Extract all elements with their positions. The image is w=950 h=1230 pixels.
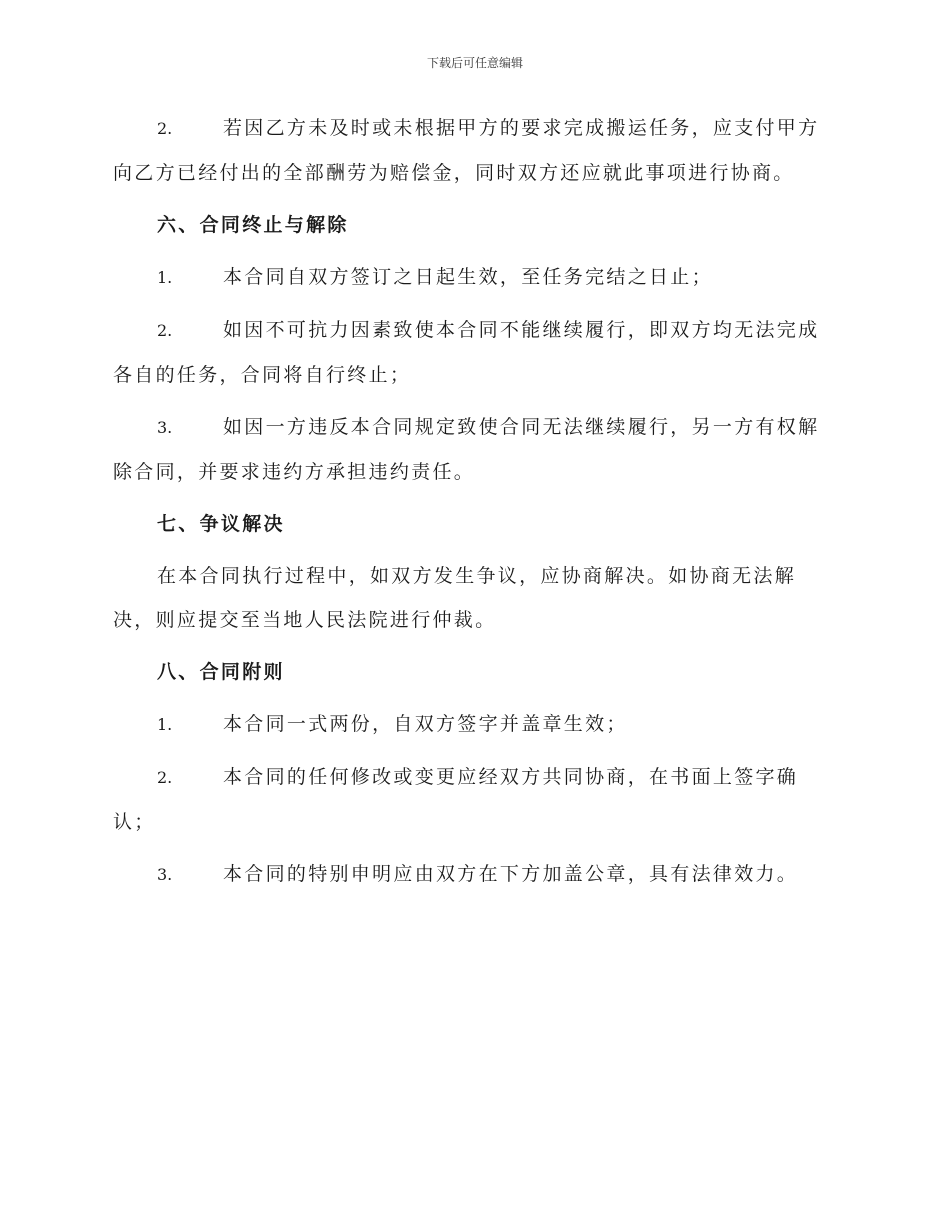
item-text: 本合同的任何修改或变更应经双方共同协商，在书面上签字确认； [113,766,799,833]
item-text: 本合同自双方签订之日起生效，至任务完结之日止； [223,266,713,288]
clause-8-item-1 [113,702,833,747]
item-number: 1. [157,268,173,287]
clause-8-item-2 [113,755,833,844]
item-number: 1. [157,715,173,734]
document-body [113,106,833,905]
item-text: 本合同的特别申明应由双方在下方加盖公章，具有法律效力。 [223,863,799,885]
item-text: 本合同一式两份，自双方签字并盖章生效； [223,713,628,735]
item-text: 如因一方违反本合同规定致使合同无法继续履行，另一方有权解除合同，并要求违约方承担违约责任。 [113,416,820,483]
section-heading-7: 七、争议解决 [157,513,285,535]
page-header: 下载后可任意编辑 [426,56,523,70]
item-number: 2. [157,119,173,138]
item-text: 若因乙方未及时或未根据甲方的要求完成搬运任务，应支付甲方向乙方已经付出的全部酬劳为赔偿金，同时双方还应就此事项进行协商。 [113,117,820,184]
clause-6-item-2 [113,308,833,397]
item-text: 如因不可抗力因素致使本合同不能继续履行，即双方均无法完成各自的任务，合同将自行终止； [113,319,820,386]
clause-7-paragraph [113,554,833,642]
clause-8-item-3 [113,852,833,897]
section-heading-6: 六、合同终止与解除 [157,214,349,236]
section-heading-8: 八、合同附则 [157,661,285,683]
item-number: 3. [157,418,173,437]
clause-5-item-2 [113,106,833,195]
paragraph-text: 在本合同执行过程中，如双方发生争议，应协商解决。如协商无法解决，则应提交至当地人民法院进行仲裁。 [113,565,797,631]
clause-6-item-3 [113,405,833,494]
clause-6-item-1 [113,255,833,300]
item-number: 2. [157,768,173,787]
item-number: 3. [157,865,173,884]
item-number: 2. [157,321,173,340]
